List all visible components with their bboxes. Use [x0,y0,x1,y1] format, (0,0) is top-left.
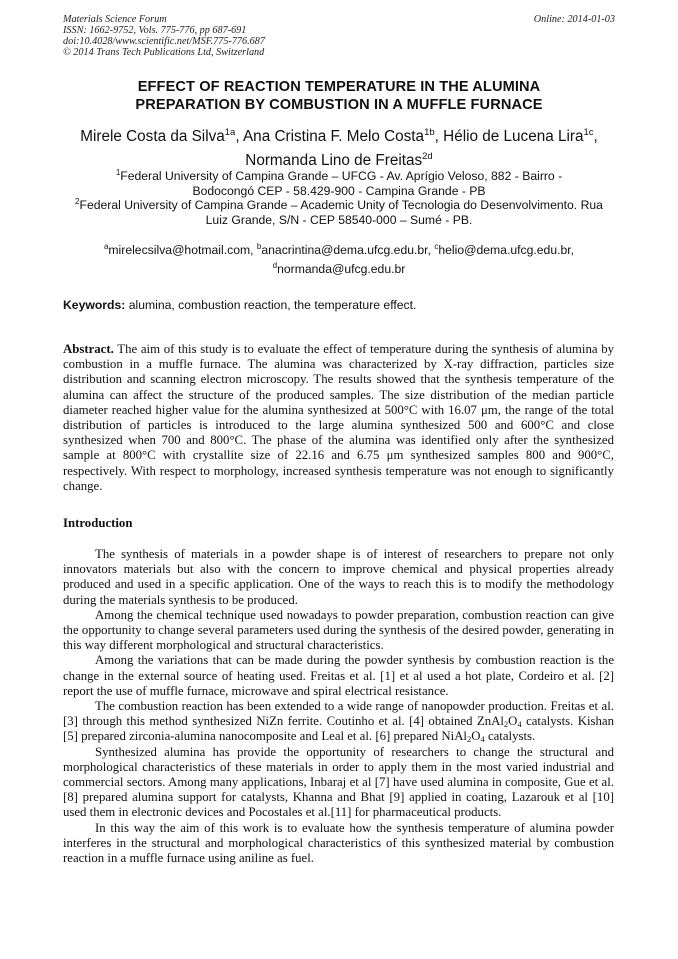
intro-text: catalysts. Kishan [5] prepared zirconia-alumina nanocomposite and Leal et al. [6] prepared NiAl [63,714,614,744]
online-date: Online: 2014-01-03 [533,14,615,25]
subscript: 4 [480,734,485,745]
intro-text: The combustion reaction has been extended to a wide range of nanopowder production. Freitas et al. [3] through this method synthesized NiZn ferrite. Coutinho et al. [4] obtained ZnAl [63,699,614,729]
keywords [63,298,615,313]
subscript: 2 [503,719,509,730]
email-address: helio@dema.ufcg.edu.br [438,243,571,258]
email-sup: c [434,242,439,251]
email-sup: a [103,242,109,251]
intro-text: catalysts. [484,729,536,744]
author-sup: 1c [583,127,594,138]
paper-title [40,78,638,114]
author-name: Mirele Costa da Silva [80,128,225,146]
intro-paragraph: Among the chemical technique used nowadays to powder preparation, combustion reaction can give the opportunity to change several parameters used during the synthesis of the desired powder, generating in this way different morphological and structural characteristics. [63,607,614,653]
affiliation-2 [60,195,618,228]
affiliation-line: Bodocongó CEP - 58.429-900 - Campina Grande - PB [192,183,486,198]
email-sup: b [256,242,262,251]
subscript: 4 [517,719,522,730]
author-name: Ana Cristina F. Melo Costa [242,128,425,146]
introduction-body [63,547,614,866]
affiliation-line: Luiz Grande, S/N - CEP 58540-000 – Sumé - PB. [205,212,473,227]
doi-line: doi:10.4028/www.scientific.net/MSF.775-776.687 [63,36,265,47]
affiliation-sup: 1 [115,168,121,177]
intro-paragraph: In this way the aim of this work is to evaluate how the synthesis temperature of alumina powder interferes in the structural and morphological characteristics of this synthesized material by combustion reaction in a muffle furnace using aniline as fuel. [63,820,614,866]
abstract [63,342,614,494]
affiliation-line: Federal University of Campina Grande – Academic Unity of Tecnologia do Desenvolvimento. Rua [79,198,603,213]
intro-paragraph: The synthesis of materials in a powder shape is of interest of researchers to prepare not only innovators materials but also with the concern to improve chemical and physical properties already produced and used in a specific application. One of the ways to reach this is to modify the methodology during the materials synthesis to be produced. [63,547,614,607]
abstract-label: Abstract. [63,342,114,356]
affiliation-line: Federal University of Campina Grande – UFCG - Av. Aprígio Veloso, 882 - Bairro - [120,169,563,184]
author-name: Normanda Lino de Freitas [245,152,423,170]
keywords-text: alumina, combustion reaction, the temperature effect. [128,298,417,312]
intro-text: O [471,729,481,744]
author-sup: 1a [224,127,236,138]
email-list: $^a$mirelecsilva@hotmail.com, $^b$anacrintina@dema.ufcg.edu.br, $^c$helio@dema.ufcg.edu.br, $^d$normanda@ufcg.edu.br [103,242,575,277]
introduction-heading: Introduction [63,516,133,530]
abstract-text: The aim of this study is to evaluate the effect of temperature during the synthesis of alumina by combustion in a muffle furnace. The alumina was characterized by X-ray diffraction, particles size distribution and scanning electron microscopy. The results showed that the synthesis temperature of the alumina can affect the structure of the produced samples. The size distribution of the median particle diameter reached higher value for the alumina synthesized at 500°C with 16.07 μm, the range of the total distribution of particles is introduced to the large alumina synthesized 500 and 600°C and close synthesized when 700 and 800°C. The phase of the alumina was identified only after the synthesized sample at 800°C with crystallite size of 22.16 and 6.75 μm synthesized samples 800 and 900°C, respectively. With respect to morphology, increased synthesis temperature was not enough to significantly change. [63,342,615,493]
author-sup: 1b [424,127,435,138]
email-address: anacrintina@dema.ufcg.edu.br [261,243,428,258]
title-line-2: PREPARATION BY COMBUSTION IN A MUFFLE FURNACE [135,97,543,113]
journal-header [63,14,265,58]
keywords-label: Keywords: [63,298,126,312]
issn-line: ISSN: 1662-9752, Vols. 775-776, pp 687-691 [63,25,247,36]
affiliation-sup: 2 [75,197,80,206]
email-address: mirelecsilva@hotmail.com [108,243,251,258]
title-line-1: EFFECT OF REACTION TEMPERATURE IN THE ALUMINA [137,79,541,95]
email-sup: d [272,261,278,271]
intro-paragraph: Synthesized alumina has provide the opportunity of researchers to change the structural and morphological characteristics of these materials in order to apply them in the most varied industrial and commercial sectors. Among many applications, Inbaraj et al [7] have used alumina in composite, Gue et al. [8] prepared alumina support for catalysts, Khanna and Bhat [9] applied in coating, Lazarouk et al [10] used them in electronic devices and Pocostales et al.[11] for pharmaceutical products. [63,744,614,820]
email-address: normanda@ufcg.edu.br [277,262,406,277]
intro-paragraph [63,699,614,745]
intro-text: O [508,714,518,729]
author-list: Mirele Costa da Silva$^{1a}$, Ana Cristina F. Melo Costa$^{1b}$, Hélio de Lucena Lira$^{1c}$, Normanda Lino de Freitas$^{2d}$ [80,127,598,170]
author-sup: 2d [422,151,433,163]
affiliation-1 [60,166,618,199]
subscript: 2 [467,734,472,745]
copyright-line: © 2014 Trans Tech Publications Ltd, Switzerland [63,47,265,58]
intro-paragraph: Among the variations that can be made during the powder synthesis by combustion reaction is the change in the external source of heating used. Freitas et al. [1] et al used a hot plate, Cordeiro et al. [2] report the use of muffle furnace, microwave and spiral electrical resistance. [63,653,614,698]
journal-name: Materials Science Forum [63,14,167,25]
author-name: Hélio de Lucena Lira [443,128,584,146]
